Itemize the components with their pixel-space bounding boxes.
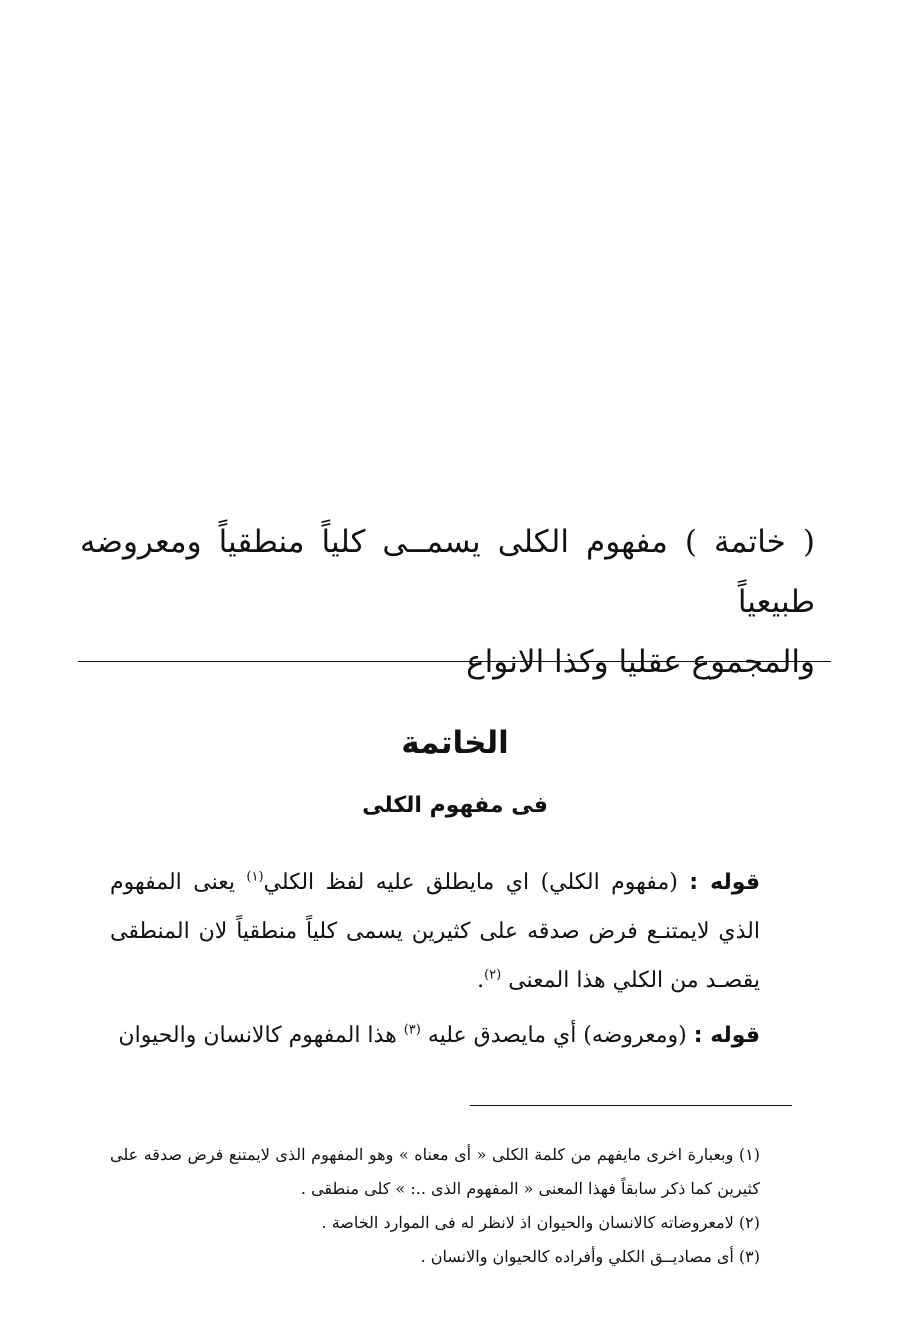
matn-line-1: ( خاتمة ) مفهوم الكلى يسمــى كلياً منطقياً ومعروضه طبيعياً [80, 524, 815, 620]
commentary-paragraph-1 [110, 858, 760, 1005]
footnote-3: (٣) أى مصاديــق الكلي وأفراده كالحيوان والانسان . [420, 1247, 760, 1266]
footnote-divider [470, 1105, 792, 1106]
commentary-text [110, 858, 760, 1060]
commentary-text-span: (ومعروضه) أي مايصدق عليه [427, 1023, 687, 1048]
chapter-subheading: فى مفهوم الكلى [362, 793, 548, 818]
commentary-lead: قوله : [689, 870, 760, 895]
footnote-ref-2: (٢) [484, 967, 502, 983]
commentary-paragraph-2 [110, 1011, 760, 1060]
matn-text [80, 512, 815, 692]
commentary-text-span: هذا المفهوم كالانسان والحيوان [118, 1023, 397, 1048]
footnote-ref-3: (٣) [403, 1022, 421, 1038]
footnote-2: (٢) لامعروضاته كالانسان والحيوان اذ لانظر له فى الموارد الخاصة . [321, 1213, 760, 1232]
footnote-1: (١) وبعبارة اخرى مايفهم من كلمة الكلى « أى معناه » وهو المفهوم الذى لايمتنع فرض صدقه على كثيرين كما ذكر سابقاً فهذا المعنى « المفهوم الذى ..: » كلى منطقى . [110, 1145, 760, 1198]
section-divider [78, 661, 831, 662]
chapter-heading: الخاتمة [401, 725, 509, 761]
matn-line-2: والمجموع عقليا وكذا الانواع [466, 644, 815, 680]
footnote-ref-1: (١) [246, 869, 264, 885]
commentary-text-span: (مفهوم الكلي) اي مايطلق عليه لفظ الكلي [263, 870, 678, 895]
commentary-text-span: يعنى المفهوم الذي لايمتنـع فرض صدقه على كثيرين يسمى كلياً منطقياً لان المنطقى يقصـد من الكلي هذا المعنى [110, 870, 760, 993]
commentary-lead: قوله : [693, 1023, 760, 1048]
footnotes [110, 1138, 760, 1274]
commentary-period: . [477, 968, 485, 993]
